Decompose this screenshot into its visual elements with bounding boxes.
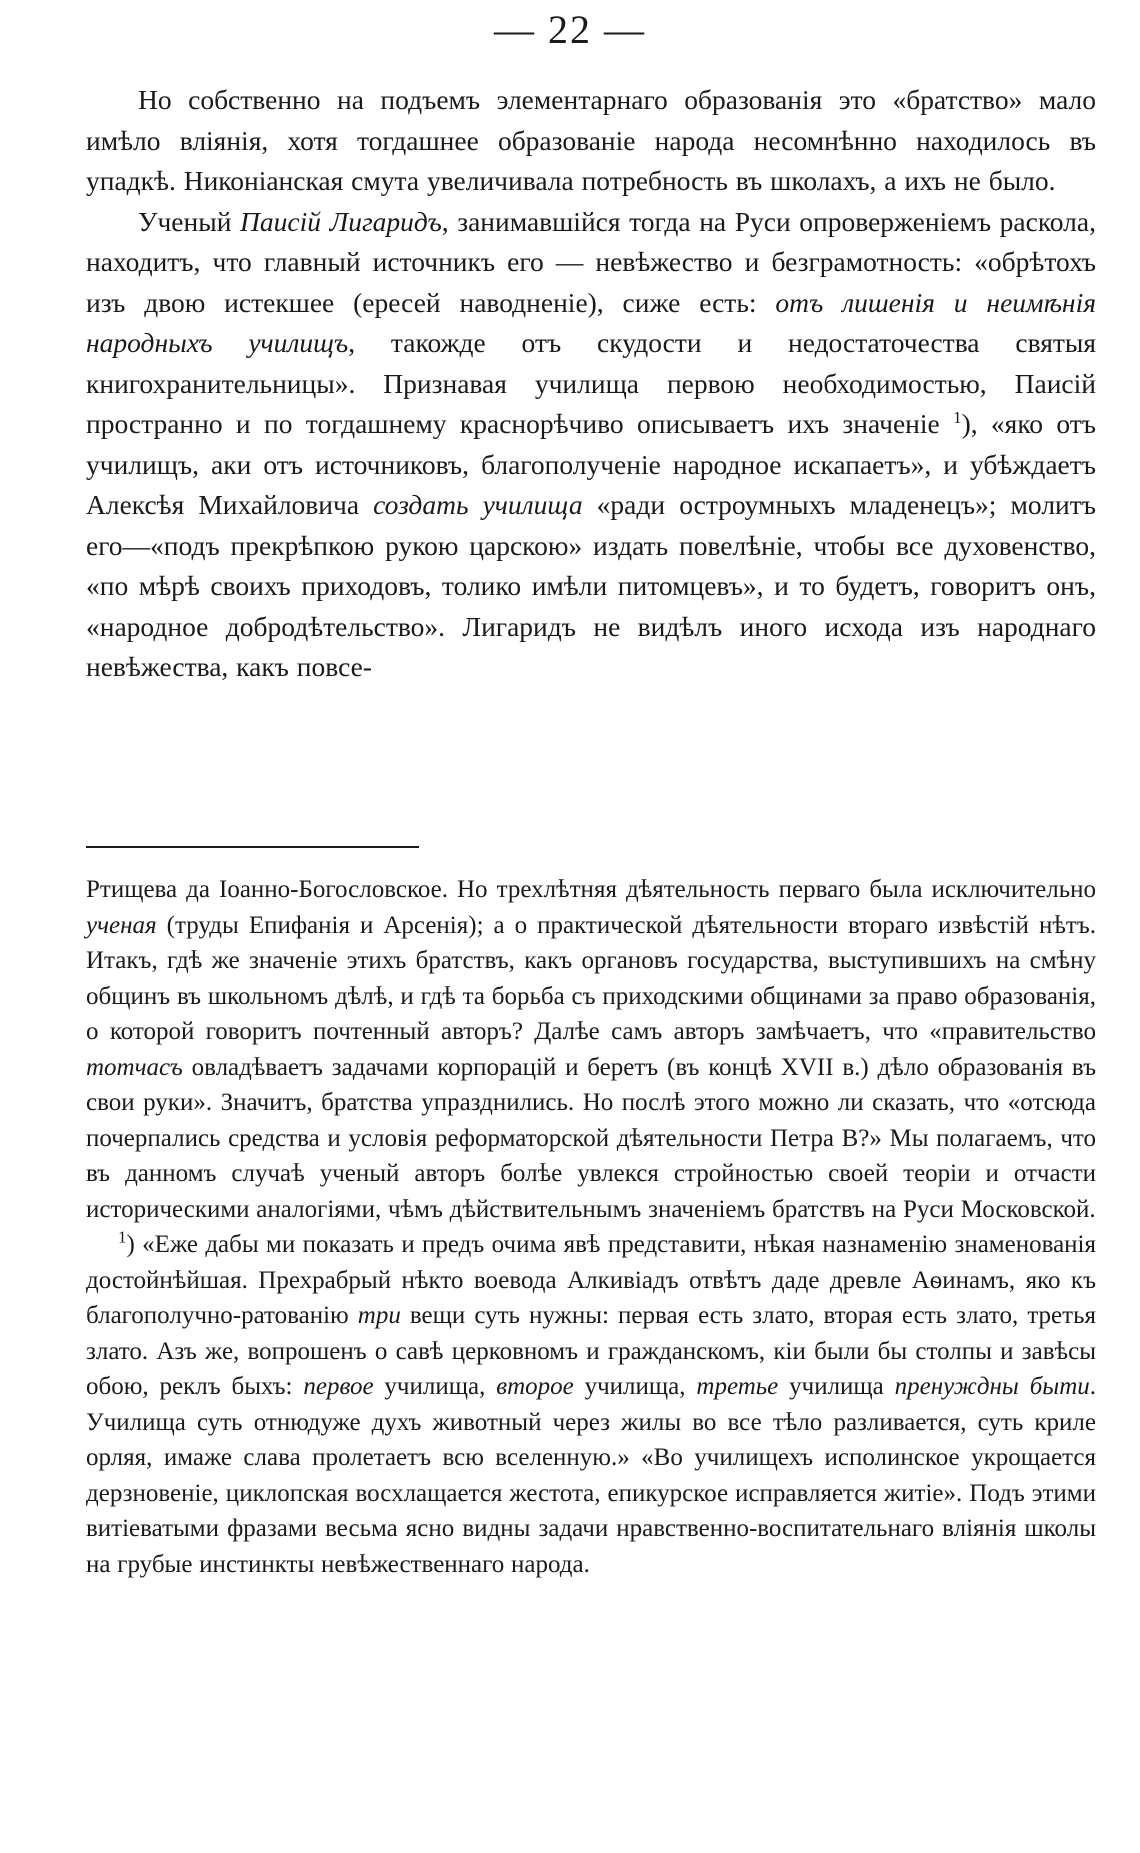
paragraph-2 (86, 202, 1096, 688)
note-emphasis: тотчасъ (86, 1053, 183, 1081)
note-text: овладѣваетъ задачами корпорацій и беретъ (въ концѣ XVII в.) дѣло образованія въ свои руки». Значитъ, братства упразднились. Но послѣ этого можно ли сказать, что «отсюда почерпались средства и условія реформаторской дѣятельности Петра В?» Мы полагаемъ, что въ данномъ случаѣ ученый авторъ болѣе увлекся стройностью своей теоріи и отчасти историческими аналогіями, чѣмъ дѣйствительнымъ значеніемъ братствъ на Руси Московской. (86, 1053, 1096, 1223)
footnote-divider (86, 846, 419, 848)
footnotes (86, 872, 1096, 1582)
paragraph-2-part-d: ), «яко отъ училищъ, аки отъ источниковъ, благополученіе народное искапаетъ», и убѣждаетъ Алексѣя Михайловича (86, 408, 1097, 520)
paragraph-2-part-c: , такожде отъ скудости и недостаточества святыя книгохранительницы». Признавая училища первою необходимостью, Паисій пространно и по тогдашнему краснорѣчиво описываетъ ихъ значеніе (86, 327, 1096, 439)
footnote-reference[interactable]: 1 (953, 407, 962, 427)
note-text: ) «Еже дабы ми показать и предъ очима явѣ представити, нѣкая назнаменію знаменованія достойнѣйшая. Прехрабрый нѣкто воевода Алкивіадъ отвѣтъ даде древле Аѳинамъ, яко къ благополучно-ратованію (86, 1231, 1096, 1329)
footnote-1 (86, 1227, 1096, 1582)
note-emphasis: три (357, 1302, 401, 1329)
note-text: (труды Епифанія и Арсенія); а о практической дѣятельности втораго извѣстій нѣтъ. Итакъ, гдѣ же значеніе этихъ братствъ, какъ органовъ государства, выступившихъ на смѣну общинъ въ школьномъ дѣлѣ, и гдѣ та борьба съ приходскими общинами за право образованія, о которой говоритъ почтенный авторъ? Далѣе самъ авторъ замѣчаетъ, что «правительство (86, 911, 1096, 1045)
paragraph-2-part-a: Ученый (138, 205, 241, 237)
page-number: — 22 — (494, 7, 646, 52)
footnote-marker: 1 (118, 1227, 127, 1247)
note-emphasis: второе (496, 1373, 574, 1400)
paragraph-2-part-e: «ради остроумныхъ младенецъ»; молитъ его—«подъ прекрѣпкою рукою царскою» издать повелѣніе, чтобы все духовенство, «по мѣрѣ своихъ приходовъ, толико имѣли питомцевъ», и то будетъ, говоритъ онъ, «народное добродѣтельство». Лигаридъ не видѣлъ иного исхода изъ народнаго невѣжества, какъ повсе- (86, 489, 1096, 682)
note-text: вещи суть нужны: первая есть злато, вторая есть злато, третья злато. Азъ же, вопрошенъ о савѣ церковномъ и гражданскомъ, кіи были бы столпы и завѣсы обою, реклъ быхъ: (86, 1302, 1096, 1400)
emphasis-create-schools: создать училища (373, 489, 583, 520)
note-text: Ртищева да Іоанно-Богословское. Но трехлѣтняя дѣятельность перваго была исключительно (86, 876, 1096, 903)
footnote-continuation (86, 872, 1096, 1227)
note-emphasis: первое (303, 1373, 374, 1400)
note-emphasis: пренуждны быти (894, 1373, 1090, 1400)
note-text: училища (778, 1373, 895, 1400)
note-text: училища, (373, 1373, 497, 1400)
author-name: Паисій Лигаридъ (240, 205, 442, 237)
note-emphasis: третье (696, 1373, 779, 1400)
quote-emphasis: отъ лишенія и неимѣнія народныхъ училищъ (86, 286, 1096, 358)
paragraph-1: Но собственно на подъемъ элементарнаго образованія это «братство» мало имѣло вліянія, хотя тогдашнее образованіе народа несомнѣнно находилось въ упадкѣ. Никоніанская смута увеличивала потребность въ школахъ, а ихъ не было. (86, 84, 1096, 196)
main-text (86, 80, 1096, 688)
note-text: училища, (573, 1373, 697, 1400)
note-text: . Училища суть отнюдуже духъ животный через жилы во все тѣло разливается, суть криле орляя, имаже слава пролетаетъ всю вселенную.» «Во училищехъ исполинское укрощается дерзновеніе, циклопская восхлащается жестота, епикурское исправляется житіе». Подъ этими витіеватыми фразами весьма ясно видны задачи нравственно-воспитательнаго вліянія школы на грубые инстинкты невѣжественнаго народа. (86, 1373, 1097, 1578)
note-emphasis: ученая (86, 911, 157, 939)
paragraph-2-part-b: , занимавшійся тогда на Руси опроверженіемъ раскола, находитъ, что главный источникъ его — невѣжество и безграмотность: «обрѣтохъ изъ двою истекшее (ересей наводненіе), сиже есть: (86, 205, 1096, 318)
